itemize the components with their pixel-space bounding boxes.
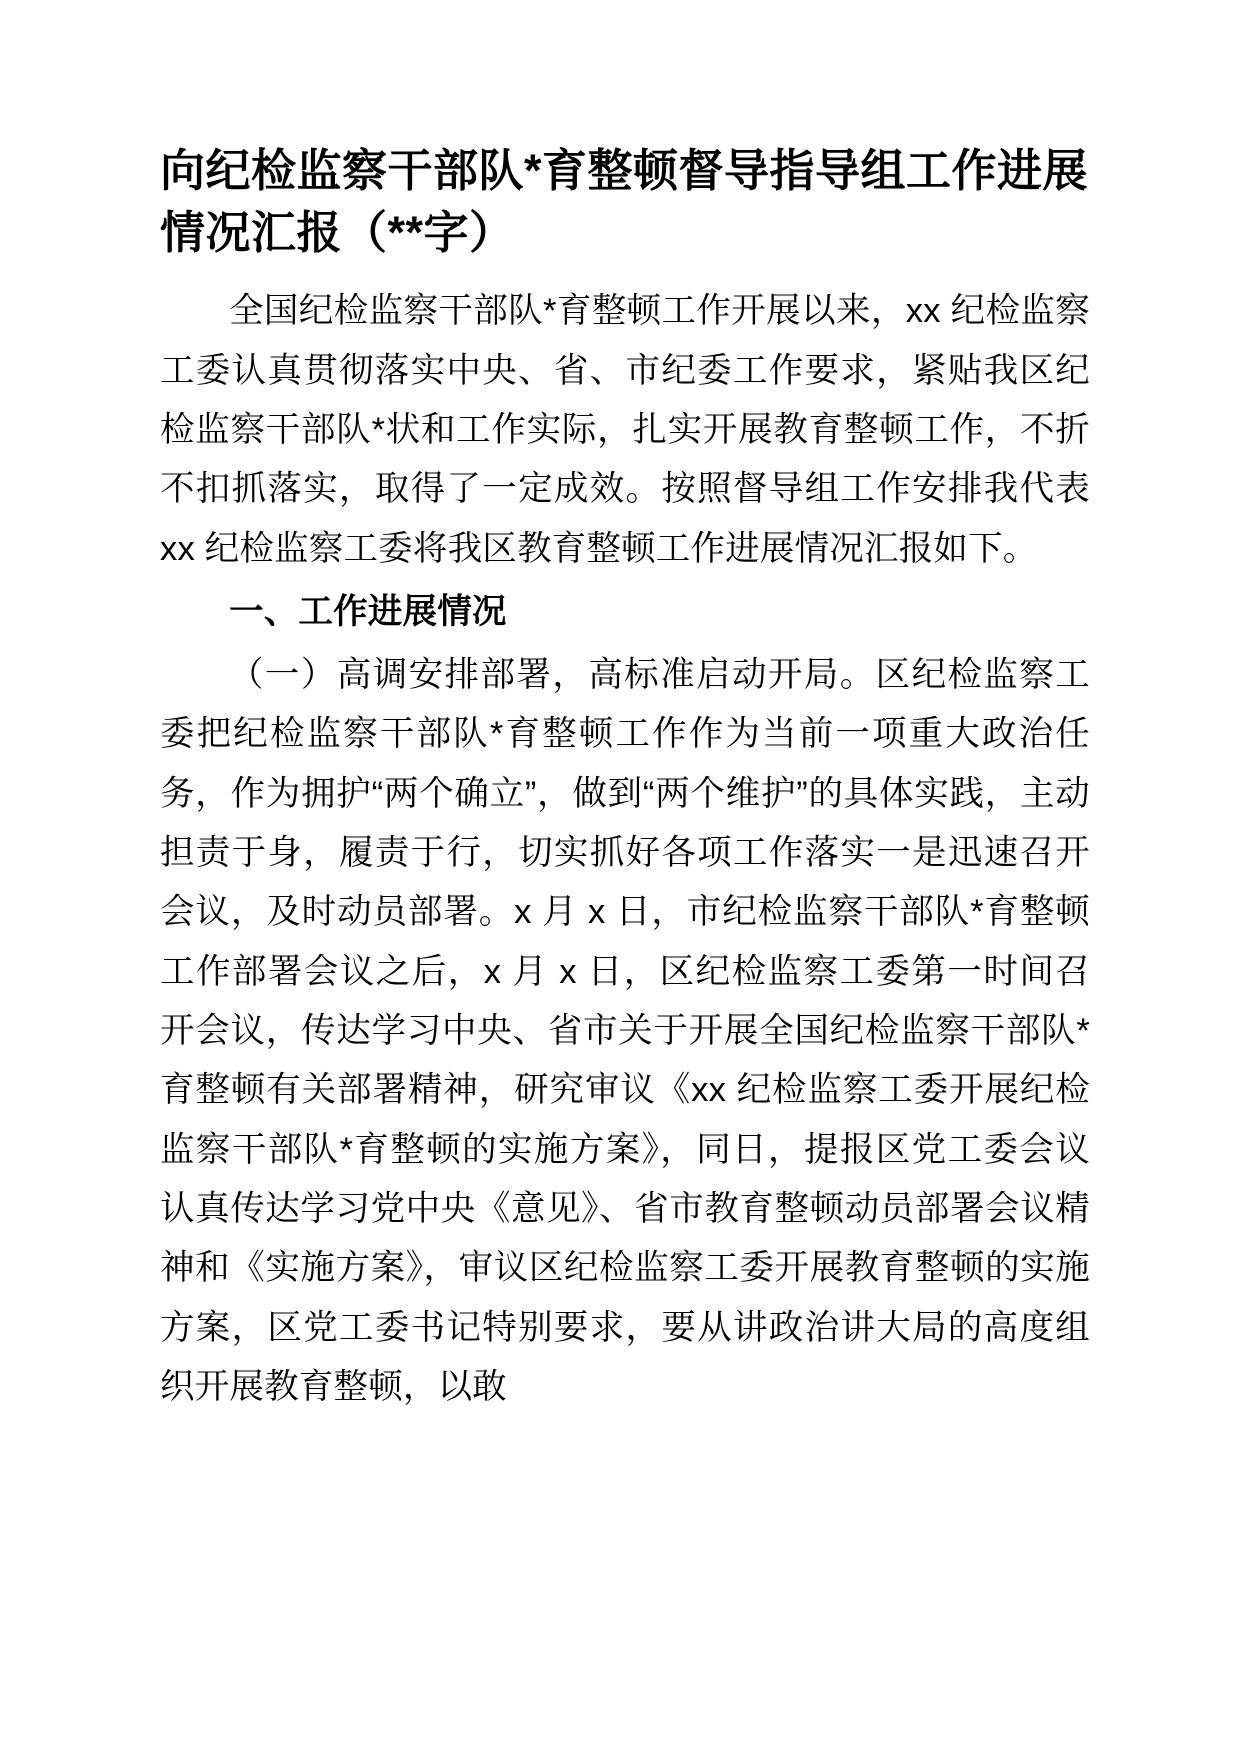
section-heading-one: 一、工作进展情况 (229, 592, 507, 631)
paragraph-intro: 全国纪检监察干部队*育整顿工作开展以来，xx 纪检监察工委认真贯彻落实中央、省、市纪委工作要求，紧贴我区纪检监察干部队*状和工作实际，扎实开展教育整顿工作，不折不扣抓落实，取得了一定成效。按照督导组工作安排我代表 xx 纪检监察工委将我区教育整顿工作进展情况汇报如下。 (160, 292, 1090, 568)
paragraph-subsection-one: （一）高调安排部署，高标准启动开局。区纪检监察工委把纪检监察干部队*育整顿工作作为当前一项重大政治任务，作为拥护“两个确立”，做到“两个维护”的具体实践，主动担责于身，履责于行，切实抓好各项工作落实一是迅速召开会议，及时动员部署。x 月 x 日，市纪检监察干部队*育整顿工作部署会议之后，x 月 x 日，区纪检监察工委第一时间召开会议，传达学习中央、省市关于开展全国纪检监察干部队*育整顿有关部署精神，研究审议《xx 纪检监察工委开展纪检监察干部队*育整顿的实施方案》，同日，提报区党工委会议认真传达学习党中央《意见》、省市教育整顿动员部署会议精神和《实施方案》，审议区纪检监察工委开展教育整顿的实施方案，区党工委书记特别要求，要从讲政治讲大局的高度组织开展教育整顿，以敢 (160, 656, 1090, 1407)
document-title: 向纪检监察干部队*育整顿督导指导组工作进展情况汇报（**字） (160, 145, 1089, 259)
